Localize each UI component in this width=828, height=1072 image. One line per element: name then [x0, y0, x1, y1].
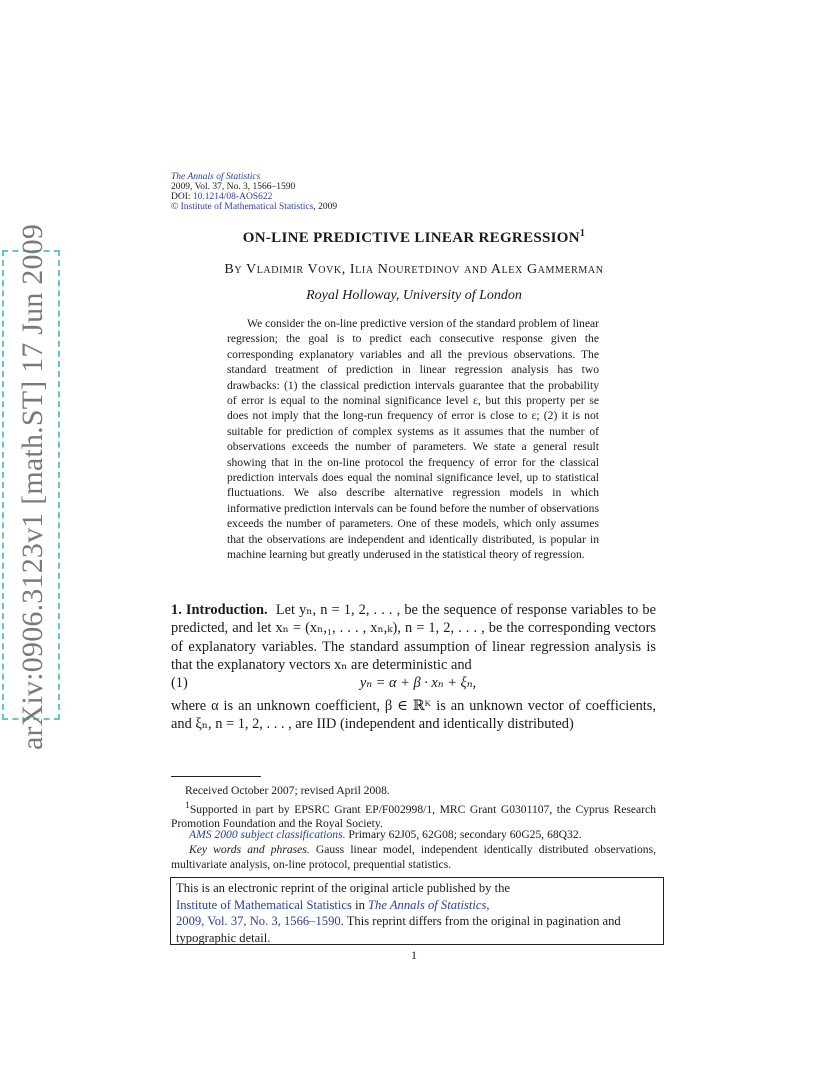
journal-header [171, 172, 337, 212]
doi-prefix: DOI: [171, 192, 193, 202]
institute-link[interactable]: Institute of Mathematical Statistics [176, 897, 352, 912]
affiliation: Royal Holloway, University of London [306, 288, 522, 303]
equation-number: (1) [171, 675, 188, 691]
copyright-year: , 2009 [313, 202, 338, 212]
reprint-rest: . This reprint differs from the original in pagination and typographic detail. [176, 914, 621, 945]
reprint-journal-link[interactable]: The Annals of Statistics [368, 897, 487, 912]
paper-title [0, 228, 828, 247]
copyright-icon: © [171, 202, 179, 212]
title-text: ON-LINE PREDICTIVE LINEAR REGRESSION [242, 230, 580, 246]
reprint-in: in [351, 897, 369, 912]
keywords [171, 843, 656, 872]
reprint-box [170, 877, 664, 945]
author-list: By Vladimir Vovk, Ilia Nouretdinov and Alex Gammerman [224, 262, 604, 277]
arxiv-stamp-label: arXiv:0906.3123v1 [math.ST] 17 Jun 2009 [16, 223, 49, 751]
citation-link[interactable]: 2009, Vol. 37, No. 3, 1566–1590 [176, 914, 341, 928]
reprint-line1: This is an electronic reprint of the original article published by the [176, 881, 510, 895]
keywords-text: Gauss linear model, independent identically distributed observations, multivariate analysis, on-line protocol, prequential statistics. [171, 843, 656, 871]
section-heading: 1. Introduction. [171, 602, 268, 618]
doi-link[interactable]: 10.1214/08-AOS622 [192, 192, 273, 202]
volume-line: 2009, Vol. 37, No. 3, 1566–1590 [171, 182, 296, 192]
keywords-label: Key words and phrases. [189, 843, 310, 856]
journal-link[interactable]: The Annals of Statistics [171, 172, 261, 182]
title-footnote-mark[interactable]: 1 [579, 228, 586, 239]
intro-continuation: where α is an unknown coefficient, β ∈ ℝᴷ is an unknown vector of coefficients, and ξₙ, n = 1, 2, . . . , are IID (independent and identically distributed) [171, 698, 656, 733]
received-note: Received October 2007; revised April 2008. [185, 784, 390, 797]
page-number: 1 [411, 948, 417, 962]
abstract: We consider the on-line predictive version of the standard problem of linear regression; the goal is to predict each consecutive response given the corresponding explanatory variables and all the previous observations. The standard treatment of prediction in linear regression analysis has two drawbacks: (1) the classical prediction intervals guarantee that the probability of error is equal to the nominal significance level ε, but this property per se does not imply that the long-run frequency of error is close to ε; (2) it is not suitable for prediction of complex systems as it assumes that the number of observations exceeds the number of parameters. We state a general result showing that in the on-line protocol the frequency of error for the classical prediction intervals does equal the nominal significance level, up to statistical fluctuations. We also describe alternative regression models in which informative prediction intervals can be found before the number of observations exceeds the number of parameters. One of these models, which only assumes that the observations are independent and identically distributed, is popular in machine learning but greatly underused in the statistical theory of regression. [227, 317, 599, 562]
ims-link[interactable]: Institute of Mathematical Statistics [180, 202, 314, 212]
support-footnote [171, 799, 656, 832]
intro-text: Let yₙ, n = 1, 2, . . . , be the sequence of response variables to be predicted, and let xₙ = (xₙ,₁, . . . , xₙ,ₖ), n = 1, 2, . . . , be the corresponding vectors of explanatory variables. The standard assumption of linear regression analysis is that the explanatory vectors xₙ are deterministic and [171, 602, 657, 673]
ams-link[interactable]: AMS 2000 subject classifications. [189, 828, 346, 841]
arxiv-stamp[interactable] [2, 223, 60, 751]
reprint-comma: , [486, 897, 490, 912]
introduction-paragraph [171, 601, 656, 674]
footnote-rule [171, 776, 261, 777]
equation: yₙ = α + β · xₙ + ξₙ, [359, 675, 477, 691]
support-text: Supported in part by EPSRC Grant EP/F002998/1, MRC Grant G0301107, the Cyprus Research Promotion Foundation and the Royal Society. [171, 802, 656, 831]
ams-classification [171, 828, 656, 843]
support-footnote-mark: 1 [185, 800, 190, 811]
ams-codes: Primary 62J05, 62G08; secondary 60G25, 68Q32. [345, 828, 582, 841]
